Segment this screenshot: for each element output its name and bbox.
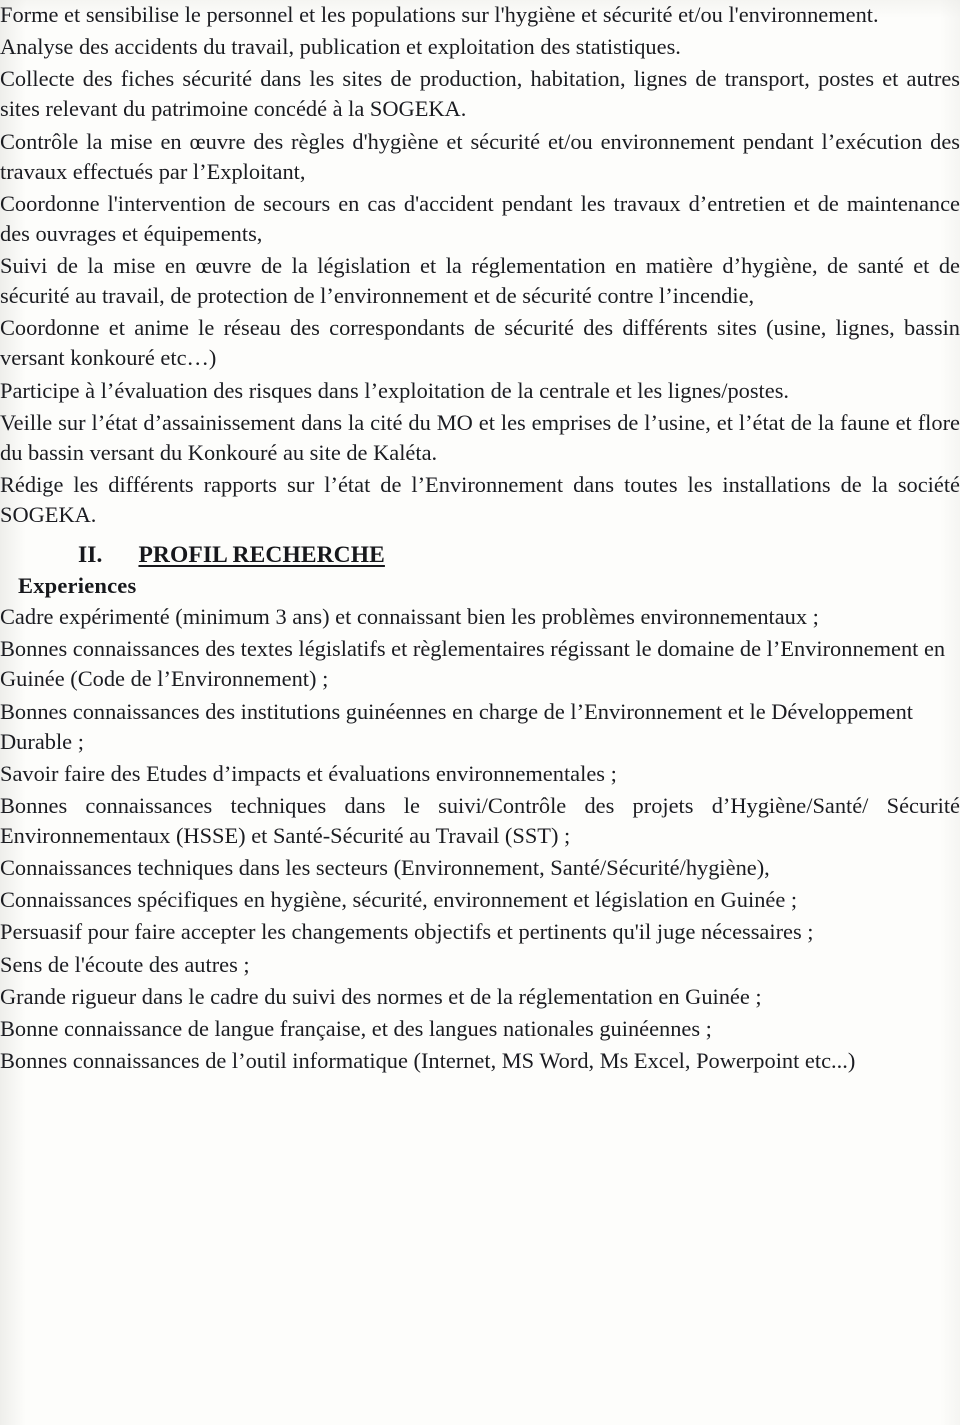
list-item: • Coordonne l'intervention de secours en cas d'accident pendant les travaux d’entretien et de maintenance des ouvrages et équipements,: [0, 189, 960, 249]
list-item: • Persuasif pour faire accepter les changements objectifs et pertinents qu'il juge nécessaires ;: [0, 917, 960, 947]
list-item: • Bonnes connaissances techniques dans le suivi/Contrôle des projets d’Hygiène/Santé/ Sécurité Environnementaux (HSSE) et Santé-Sécurité au Travail (SST) ;: [0, 791, 960, 851]
list-item: • Sens de l'écoute des autres ;: [0, 950, 960, 980]
list-item: • Veille sur l’état d’assainissement dans la cité du MO et les emprises de l’usine, et l’état de la faune et flore du bassin versant du Konkouré au site de Kaléta.: [0, 408, 960, 468]
list-item: • Bonnes connaissances des textes législatifs et règlementaires régissant le domaine de l’Environnement en Guinée (Code de l’Environnement) ;: [0, 634, 960, 694]
list-item: • Bonnes connaissances de l’outil informatique (Internet, MS Word, Ms Excel, Powerpoint etc...): [0, 1046, 960, 1076]
list-item: • Connaissances spécifiques en hygiène, sécurité, environnement et législation en Guinée ;: [0, 885, 960, 915]
list-item: • Connaissances techniques dans les secteurs (Environnement, Santé/Sécurité/hygiène),: [0, 853, 960, 883]
list-item: • Cadre expérimenté (minimum 3 ans) et connaissant bien les problèmes environnementaux ;: [0, 602, 960, 632]
section-heading-profil: [0, 542, 960, 569]
list-item: • Suivi de la mise en œuvre de la législation et la réglementation en matière d’hygiène, de santé et de sécurité au travail, de protection de l’environnement et de sécurité contre l’incendie,: [0, 251, 960, 311]
section-numeral: II.: [78, 542, 103, 569]
list-item: • Analyse des accidents du travail, publication et exploitation des statistiques.: [0, 32, 960, 62]
responsibilities-list: [0, 0, 960, 530]
list-item: • Coordonne et anime le réseau des correspondants de sécurité des différents sites (usine, lignes, bassin versant konkouré etc…): [0, 313, 960, 373]
section-title: PROFIL RECHERCHE: [138, 542, 385, 569]
list-item: • Bonnes connaissances des institutions guinéennes en charge de l’Environnement et le Développement Durable ;: [0, 697, 960, 757]
list-item: • Collecte des fiches sécurité dans les sites de production, habitation, lignes de transport, postes et autres sites relevant du patrimoine concédé à la SOGEKA.: [0, 64, 960, 124]
list-item: • Participe à l’évaluation des risques dans l’exploitation de la centrale et les lignes/postes.: [0, 376, 960, 406]
list-item: • Contrôle la mise en œuvre des règles d'hygiène et sécurité et/ou environnement pendant l’exécution des travaux effectués par l’Exploitant,: [0, 127, 960, 187]
list-item: • Grande rigueur dans le cadre du suivi des normes et de la réglementation en Guinée ;: [0, 982, 960, 1012]
list-item: • Bonne connaissance de langue française, et des langues nationales guinéennes ;: [0, 1014, 960, 1044]
list-item: • Forme et sensibilise le personnel et les populations sur l'hygiène et sécurité et/ou l'environnement.: [0, 0, 960, 30]
profil-requirements-list: [0, 602, 960, 1076]
list-item: • Rédige les différents rapports sur l’état de l’Environnement dans toutes les installations de la société SOGEKA.: [0, 470, 960, 530]
subsection-label-experiences: Experiences: [18, 573, 137, 599]
list-item: • Savoir faire des Etudes d’impacts et évaluations environnementales ;: [0, 759, 960, 789]
